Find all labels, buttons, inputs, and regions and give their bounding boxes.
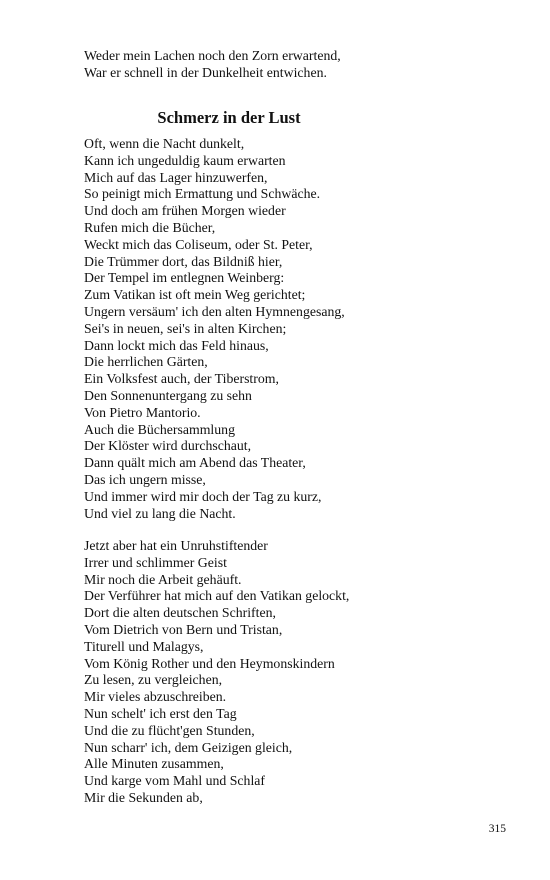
poem-line: Oft, wenn die Nacht dunkelt,: [84, 136, 245, 151]
poem-line: Weder mein Lachen noch den Zorn erwartend,: [84, 48, 341, 63]
poem-line: Und karge vom Mahl und Schlaf: [84, 773, 265, 789]
poem-line: Irrer und schlimmer Geist: [84, 554, 227, 570]
poem-line: Nun schelt' ich erst den Tag: [84, 705, 237, 721]
poem-line: Und doch am frühen Morgen wieder: [84, 203, 286, 219]
poem-line: Ungern versäum' ich den alten Hymnengesang,: [84, 303, 345, 319]
poem-line: Dann lockt mich das Feld hinaus,: [84, 337, 269, 353]
poem-line: Die herrlichen Gärten,: [84, 354, 208, 370]
poem-line: Vom Dietrich von Bern und Tristan,: [84, 621, 283, 637]
poem-line: Nun scharr' ich, dem Geizigen gleich,: [84, 739, 293, 755]
poem-line: Titurell und Malagys,: [84, 638, 204, 654]
poem-line: Dann quält mich am Abend das Theater,: [84, 455, 306, 471]
poem-line: Und die zu flücht'gen Stunden,: [84, 722, 255, 738]
stanza-2: [84, 538, 349, 807]
poem-line: Mir die Sekunden ab,: [84, 789, 203, 805]
preceding-poem-ending: [84, 48, 341, 82]
stanza-1: [84, 136, 345, 522]
poem-line: War er schnell in der Dunkelheit entwichen.: [84, 64, 327, 80]
poem-line: Mir noch die Arbeit gehäuft.: [84, 571, 242, 587]
poem-line: Der Klöster wird durchschaut,: [84, 438, 252, 454]
poem-line: Mich auf das Lager hinzuwerfen,: [84, 169, 268, 185]
poem-line: Ein Volksfest auch, der Tiberstrom,: [84, 371, 279, 387]
poem-title: Schmerz in der Lust: [157, 108, 301, 127]
poem-line: Zum Vatikan ist oft mein Weg gerichtet;: [84, 287, 306, 303]
poem-line: Und immer wird mir doch der Tag zu kurz,: [84, 488, 322, 504]
poem-line: Von Pietro Mantorio.: [84, 404, 201, 420]
poem-line: Weckt mich das Coliseum, oder St. Peter,: [84, 236, 313, 252]
poem-line: Den Sonnenuntergang zu sehn: [84, 387, 252, 403]
poem-line: Kann ich ungeduldig kaum erwarten: [84, 152, 286, 168]
poem-line: Das ich ungern misse,: [84, 471, 206, 487]
poem-line: Rufen mich die Bücher,: [84, 219, 216, 235]
poem-line: Der Tempel im entlegnen Weinberg:: [84, 270, 285, 286]
poem-line: Und viel zu lang die Nacht.: [84, 505, 236, 521]
poem-line: Alle Minuten zusammen,: [84, 756, 224, 772]
poem-line: Die Trümmer dort, das Bildniß hier,: [84, 253, 283, 269]
page-number: 315: [488, 823, 506, 835]
poem-line: Vom König Rother und den Heymonskindern: [84, 655, 335, 671]
poem-line: Zu lesen, zu vergleichen,: [84, 672, 223, 688]
poem-line: Jetzt aber hat ein Unruhstiftender: [84, 538, 268, 553]
poem-line: Mir vieles abzuschreiben.: [84, 689, 227, 705]
poem-line: Sei's in neuen, sei's in alten Kirchen;: [84, 320, 287, 336]
poem-line: Dort die alten deutschen Schriften,: [84, 605, 276, 621]
poem-line: Auch die Büchersammlung: [84, 421, 235, 437]
poem-line: Der Verführer hat mich auf den Vatikan gelockt,: [84, 588, 350, 604]
poem-line: So peinigt mich Ermattung und Schwäche.: [84, 186, 321, 202]
